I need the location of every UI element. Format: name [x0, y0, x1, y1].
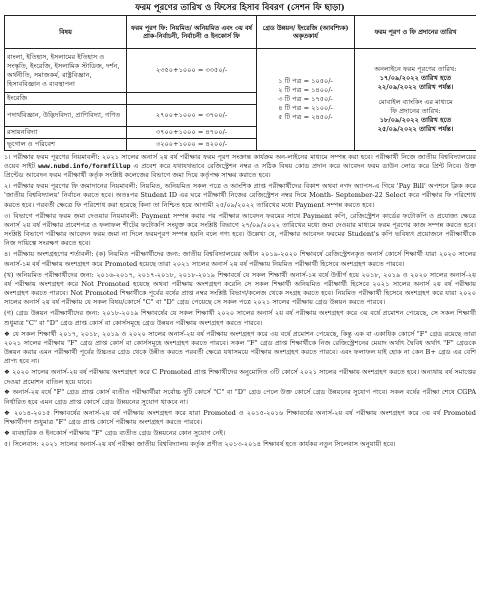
dates-line: ১৭/০৯/২০২২ তারিখ হতে	[379, 74, 452, 82]
table-header-row	[5, 16, 477, 49]
header-grade: গ্রেড উন্নয়ন/ ইংরেজি (আবশ্যিক) অকৃতকার্য	[257, 16, 355, 49]
grade-line: ২ টি পত্র = ১৪০০/-	[278, 86, 333, 94]
header-dates: ফরম পূরণ ও ফি প্রদানের তারিখ	[355, 16, 477, 49]
table-row	[5, 49, 477, 93]
dates-line: মোবাইল ব্যাংকিং এর মাধ্যমে	[378, 98, 453, 106]
bullet-f-grade: ❖ যে সকল শিক্ষার্থী ২০১৭, ২০১৮, ২০১৯ ও ২০২০ সালের অনার্স-২য় বর্ষ পরীক্ষায় অংশগ্রহণ করে ৩য় বর্ষে প্রমোশন পেয়েছে, কিন্তু এক বা একাধিক কোর্সে "F" গ্রেড রয়েছে তারা ২০২১ সালের পরীক্ষায় "F" গ্রেড প্রাপ্ত কোর্স বা কোর্সসমূহে অংশগ্রহণ করতে পারবে। সকল "F" গ্রেড প্রাপ্ত শিক্ষার্থীকে নিজ রেজিস্ট্রেশনের মেয়াদ অর্থাৎ দ্বৈবিধ অর্থাৎ "F" গ্রেডকে উন্নয়ন করার এমন পরীক্ষার্থী পূর্বের উচ্চতর গ্রেড থেকে উন্নীত করতে পরবর্তী ক্ষেত্রে যথাসময়ে পরীক্ষায় অংশগ্রহণ করতে পারবে। এবং ফলাফল যাই হোক না কেন B+ গ্রেড এর বেশি প্রাপ্য হবে না।	[4, 329, 476, 366]
instructions	[4, 153, 476, 449]
dates-line: ফি প্রদানের তারিখ:	[390, 107, 441, 115]
rule-4c: (গ) গ্রেড উন্নয়ন পরীক্ষার্থীদের জন্য: ২০১৮-২০১৯ শিক্ষাবর্ষের যে সকল শিক্ষার্থী ২০২০ সালের অনার্স ২য় বর্ষ পরীক্ষায় অংশগ্রহণ করে ৩য় বর্ষে প্রমোশন পেয়েছে, সে সকল শিক্ষার্থী শুধুমাত্র "C" বা "D" গ্রেড প্রাপ্ত কোর্স বা কোর্সসমূহে গ্রেড উন্নয়ন পরীক্ষায় অংশগ্রহণ করতে পারবে।	[4, 309, 476, 327]
grade-cell	[257, 49, 355, 151]
dates-line: ২৫/০৯/২০২২ তারিখ পর্যন্ত।	[377, 125, 454, 133]
dates-line: অনলাইনে ফরম পূরণের তারিখ:	[374, 65, 457, 73]
dates-line: ২২/০৯/২০২২ তারিখ পর্যন্ত।	[377, 83, 454, 91]
grade-line: ৪ টি পত্র = ২১০০/-	[278, 104, 333, 112]
fee-cell: ৩২০০+১০০০ = ৪২০০/-	[127, 139, 257, 151]
fee-cell: ৩৭০০+১০০০ = ৪৭০০/-	[127, 127, 257, 139]
rule-5-syllabus: ৫। সিলেবাস: ২০২১ সালের অনার্স-২য় বর্ষ পরীক্ষা জাতীয় বিশ্ববিদ্যালয় কর্তৃক প্রণীত ২০১৩-২০১৪ শিক্ষাবর্ষ হতে কার্যকর নতুন সিলেবাস অনুযায়ী হবে।	[4, 439, 396, 448]
subject-cell: বাংলা, ইতিহাস, ইসলামের ইতিহাস ও সংস্কৃতি, ইংরেজি, ইসলামিক স্টাডিজ, দর্শন, অর্থনীতি, সমাজকর্ম, রাষ্ট্রবিজ্ঞান, হিসাববিজ্ঞান ও ব্যবস্থাপনা	[5, 49, 127, 93]
fee-cell	[127, 93, 257, 105]
grade-line: ৩ টি পত্র = ১৭৫০/-	[278, 95, 333, 103]
page-title: ফরম পূরণের তারিখ ও ফিসের হিসাব বিবরণ (সেশন ফি ছাড়া)	[135, 3, 345, 13]
bullet-grade-improve: ❖ অনার্স-২য় বর্ষে "F" গ্রেড প্রাপ্ত কোর্স ব্যতীত পরীক্ষার্থীরা সর্বোচ্চ দুটি কোর্সে "C" বা "D" গ্রেড পেলে উক্ত কোর্সে গ্রেড উন্নয়নের সুযোগ পাবে। সকল বর্ষের পরীক্ষা শেষে CGPA নির্ধারিত হবে এমন গ্রেড প্রাপ্ত কোর্সে গ্রেড উন্নয়নের সুযোগ থাকবে না।	[4, 388, 476, 406]
notice-page	[4, 2, 476, 598]
header-fee: ফরম পূরণ ফি: নিয়মিত/ অনিয়মিত এবং ৩য় বর্ষ প্রাক-নির্বাচনী, নির্বাচনী ও ইনকোর্স ফি	[127, 16, 257, 49]
header-subject: বিষয়	[5, 16, 127, 49]
subject-cell: পদার্থবিজ্ঞান, উদ্ভিদবিদ্যা, প্রাণিবিদ্যা, গণিত	[5, 105, 127, 127]
grade-line: ১ টি পত্র = ১০৫০/-	[278, 77, 333, 85]
subject-cell: ইংরেজি	[5, 93, 127, 105]
rule-1	[4, 153, 476, 181]
subject-cell: রসায়নবিদ্যা	[5, 127, 127, 139]
fee-cell: ২৩৫০+১০০০ = ৩৩৫০/-	[127, 49, 257, 93]
rule-1-text-a: ১। পরীক্ষার ফরম পূরণের নিয়মাবলী: ২০২১ সালের অনার্স ২য় বর্ষ পরীক্ষার ফরম পূরণ সংক্রান্ত কার্যক্রম অন-লাইনের মাধ্যমে সম্পন্ন করা হবে। পরীক্ষার্থী নিজে জাতীয় বিশ্ববিদ্যালয়ের ওয়েব সাইট	[4, 152, 476, 170]
bullet-practical: ❖ ব্যবহারিক ও ইনকোর্স পরীক্ষায় "F" গ্রেড ব্যতীত গ্রেড উন্নয়নের কোন সুযোগ নেই।	[4, 428, 226, 437]
subject-cell: ভূগোল ও পরিবেশ	[5, 139, 127, 151]
dates-line: ১৮/০৯/২০২২ তারিখ হতে	[379, 116, 452, 124]
rule-4b: (খ) অনিয়মিত পরীক্ষার্থীদের জন্য: ২০১৬-২০১৭, ২০১৭-২০১৮, ২০১৮-২০১৯ শিক্ষাবর্ষে যে সকল শিক্ষার্থী অনার্স-১ম বর্ষে উত্তীর্ণ হয়ে ২০১৮, ২০১৯ ও ২০২০ সালের অনার্স-২য় বর্ষ পরীক্ষায় অংশগ্রহণ করে Not Promoted হয়েছে অথবা পরীক্ষায় অংশগ্রহণ করেনি সে সকল শিক্ষার্থী অনিয়মিত পরীক্ষার্থী হিসেবে ২০২১ সালের অনার্স ২য় বর্ষ পরীক্ষায় অংশগ্রহণ করতে পারবে। Not Promoted শিক্ষার্থীকে পূর্বের বর্ষের প্রাপ্ত নম্বর সংশ্লিষ্ট বিভাগ/কলেজ থেকে সংগ্রহ করতে হবে। নিয়মিত পরীক্ষার্থী হিসেবে অংশগ্রহণ করে যারা ২০২০ সালের অনার্স ২য় বর্ষ পরীক্ষায় যে সকল বিষয়/কোর্সে "C" বা "D" গ্রেড পেয়েছে সে সকল পত্রে ২০২১ সালের পরীক্ষায় গ্রেড উন্নয়ন করতে পারবে।	[4, 270, 476, 307]
formfillup-link[interactable]: www.nubd.info/formfillup	[38, 161, 131, 170]
rule-4a: ৪। পরীক্ষায় অংশগ্রহণের শর্তাবলী: (ক) নিয়মিত পরীক্ষার্থীদের জন্য: জাতীয় বিশ্ববিদ্যালয়ের অধীন ২০১৯-২০২০ শিক্ষাবর্ষে রেজিস্ট্রেশনকৃত অনার্স কোর্সে শিক্ষার্থী যারা ২০২০ সালের অনার্স-১ম বর্ষ পরীক্ষায় অংশগ্রহণ করে Promoted হয়েছে তারা ২০২১ সালের অনার্স ২য় বর্ষ পরীক্ষায় নিয়মিত পরীক্ষার্থী হিসেবে অংশগ্রহণ করতে পারবে।	[4, 250, 476, 268]
dates-cell	[355, 49, 477, 151]
fee-table	[4, 15, 476, 151]
grade-line: ৫ টি পত্র = ২৪৫০/-	[278, 113, 333, 121]
fee-cell: ২৭০০+১০০০ = ৩৭০০/-	[127, 105, 257, 127]
bullet-c-promoted: ❖ ২০২০ সালের অনার্স-২য় বর্ষ পরীক্ষায় অংশগ্রহণ করে C Promoted প্রাপ্ত শিক্ষার্থীদের অনুমোদিত ৩টি কোর্সে ২০২১ সালের পরীক্ষায় অংশগ্রহণ করতে হবে। অন্যথায় বর্ষ সমাপ্তের দেওয়া প্রমোশন বাতিল হয়ে যাবে।	[4, 368, 476, 386]
bullet-old-session: ❖ ২০১৪-২০১৫ শিক্ষাবর্ষের অনার্স-২য় বর্ষ পরীক্ষায় অংশগ্রহণ করে যারা Promoted ও ২০১৫-২০১৬ শিক্ষাবর্ষের অনার্স-২য় বর্ষ পরীক্ষায় অংশগ্রহণ করে ৩য় বর্ষ Promoted শিক্ষার্থীগণ শুধুমাত্র "F" গ্রেড প্রাপ্ত কোর্সে পরীক্ষায় অংশগ্রহণ করতে পারবে।	[4, 408, 476, 426]
rule-3: ৩। বিভাগে পরীক্ষার ফরম জমা দেওয়ার নিয়মাবলী: Payment সম্পন্ন করার পর পরীক্ষার আবেদন ফরমের সাথে Payment কপি, রেজিস্ট্রেশন কার্ডের ফটোকপি ও প্রযোজ্য ক্ষেত্রে অনার্স ২য় বর্ষ পরীক্ষার প্রবেশপত্র ও ফলাফল শীটের ফটোকপি সংযুক্ত করে সংশ্লিষ্ট বিভাগে ২৭/০৯/২০২২ তারিখের মধ্যে জমা দেওয়ার মাধ্যমে ফরম পূরণের কাজ সম্পন্ন করতে হবে। সংশ্লিষ্ট বিভাগে পরীক্ষার আবেদন ফরম জমা না দিলে ফরমপূরণ সম্পন্ন হয়নি বলে গণ্য হবে। উল্লেখ্য যে, পরীক্ষার আবেদন ফরমের Student's কপি ভবিষ্যৎ প্রয়োজনে পরীক্ষার্থীকে নিজ দায়িত্বে সংরক্ষণ করতে হবে।	[4, 211, 476, 248]
rule-1-text-b: এ প্রবেশ করে যথাযথভাবে রেজিস্ট্রেশন নম্বর ও সঠিক বিষয় কোড প্রদান করে আবেদন ফরম ডাউন লোড করে প্রিন্ট নিবে। উক্ত প্রিন্টেড আবেদন ফরম পরীক্ষার্থী কর্তৃক সংশ্লিষ্ট কলেজের বিভাগে জমা দিয়ে কর্তৃপক্ষ সাক্ষর করাতে হবে।	[4, 161, 476, 180]
rule-2: ২। পরীক্ষার ফরম পূরণের ফি জমাদানের নিয়মাবলী: নিয়মিত, অনিয়মিত সকল পত্রে ও আংশিক প্রাপ্ত পরীক্ষার্থীদের বিকাশ অথবা নগদ অ্যাপস-এ গিয়ে 'Pay Bill' অপশনে ক্লিক করে 'জাতীয় বিশ্ববিদ্যালয়' নির্বাচন করতে হবে। অতঃপর Student ID এর ঘরে পরীক্ষার্থী নিজের রেজিস্ট্রেশন নম্বর দিয়ে Month- September-22 Select করে পরীক্ষার ফি পরিশোধ করতে হবে। পরবর্তী ক্ষেত্রে ফি পরিশোধ করা হয়েছে কিনা তা নিশ্চিত হয়ে আগামী ২৫/০৯/২০২২ তারিখের মধ্যে Payment সম্পন্ন করতে হবে।	[4, 182, 476, 209]
